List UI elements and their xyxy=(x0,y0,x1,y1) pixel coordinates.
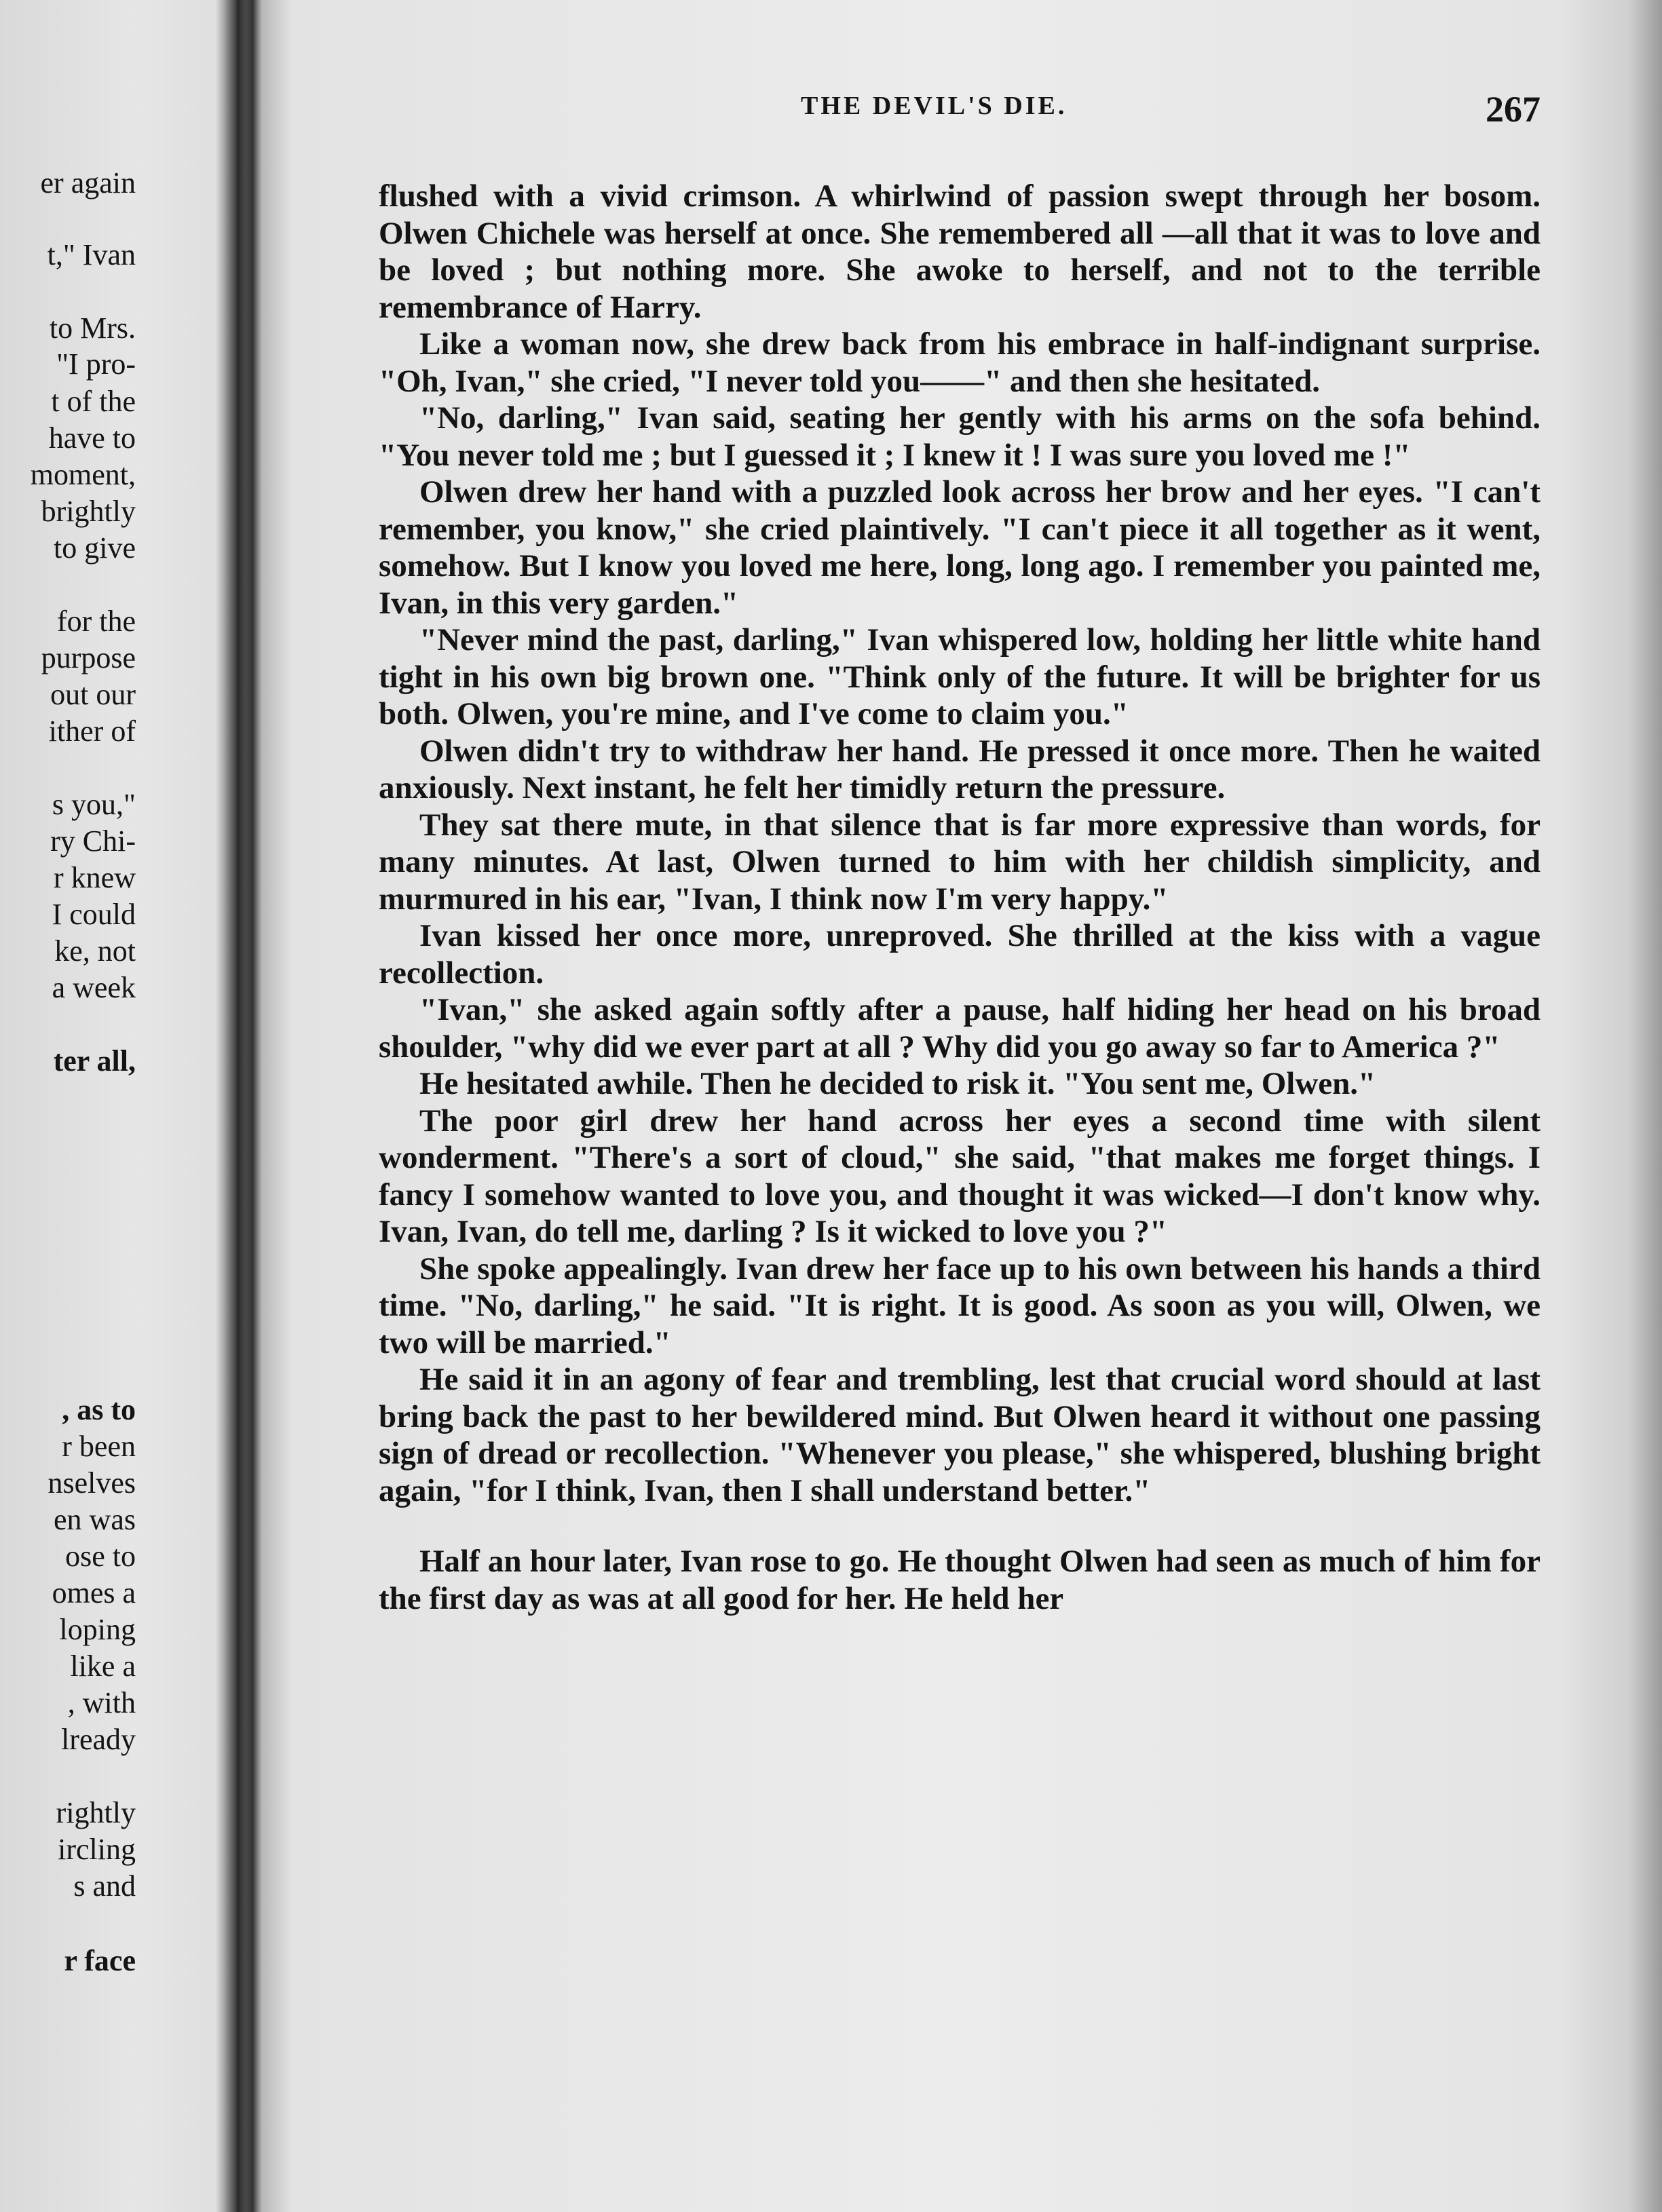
left-page-line: "I pro- xyxy=(56,347,136,381)
paragraph: "No, darling," Ivan said, seating her gently with his arms on the sofa behind. "You never told me ; but I guessed it ; I knew it ! I was sure you loved me !" xyxy=(379,400,1541,473)
left-page-line: r knew xyxy=(54,861,136,894)
left-page-line: r been xyxy=(62,1430,136,1463)
left-page-line: ose to xyxy=(65,1540,136,1573)
left-page-line: rightly xyxy=(56,1796,136,1829)
left-page-line: r face xyxy=(64,1944,136,1977)
left-page-line: ter all, xyxy=(53,1044,136,1078)
left-page-line: lready xyxy=(61,1723,136,1756)
left-page-line: t of the xyxy=(51,385,136,418)
paragraph: She spoke appealingly. Ivan drew her face up to his own between his hands a third time. "No, darling," he said. "It is right. It is good. As soon as you will, Olwen, we two will be married." xyxy=(379,1251,1541,1360)
left-page-line: en was xyxy=(54,1503,136,1536)
book-gutter xyxy=(216,0,257,2212)
left-page-line: a week xyxy=(52,971,136,1004)
paragraph: Ivan kissed her once more, unreproved. She thrilled at the kiss with a vague recollection. xyxy=(379,918,1541,991)
left-page-line: er again xyxy=(40,166,136,199)
running-title: THE DEVIL'S DIE. xyxy=(801,92,1068,120)
paragraph: "Never mind the past, darling," Ivan whispered low, holding her little white hand tight in his own big brown one. "Think only of the future. It will be brighter for us both. Olwen, you're mine, and I've come to claim you." xyxy=(379,622,1541,731)
left-page-line: I could xyxy=(52,898,136,931)
paragraph: The poor girl drew her hand across her eyes a second time with silent wonderment. "There's a sort of cloud," she said, "that makes me forget things. I fancy I somehow wanted to love you, and thought it was wicked—I don't know why. Ivan, Ivan, do tell me, darling ? Is it wicked to love you ?" xyxy=(379,1103,1541,1249)
page-number: 267 xyxy=(1486,89,1541,130)
left-page-line: out our xyxy=(50,678,136,711)
left-page-line: loping xyxy=(59,1613,136,1646)
left-page-line: , with xyxy=(67,1686,136,1719)
left-page-line: ke, not xyxy=(54,934,136,968)
left-page-line: to Mrs. xyxy=(49,311,136,345)
left-page-line: moment, xyxy=(30,458,136,491)
left-page-line: ry Chi- xyxy=(50,824,136,858)
left-facing-page xyxy=(0,0,238,2212)
left-page-line: omes a xyxy=(52,1576,136,1609)
paragraph: He said it in an agony of fear and trembling, lest that crucial word should at last bring back the past to her bewildered mind. But Olwen heard it without one passing sign of dread or recollection. "Whenever you please," she whispered, blushing bright again, "for I think, Ivan, then I shall understand better." xyxy=(379,1362,1541,1508)
left-page-line: purpose xyxy=(41,641,136,674)
paragraph: They sat there mute, in that silence that is far more expressive than words, for many minutes. At last, Olwen turned to him with her childish simplicity, and murmured in his ear, "Ivan, I think now I'm very happy." xyxy=(379,807,1541,917)
left-page-line: to give xyxy=(54,531,136,565)
left-page-line: s and xyxy=(73,1869,136,1903)
paragraph: Olwen drew her hand with a puzzled look across her brow and her eyes. "I can't remember, you know," she cried plaintively. "I can't piece it all together as it went, somehow. But I know you loved me here, long, long ago. I remember you painted me, Ivan, in this very garden." xyxy=(379,474,1541,621)
left-page-line: like a xyxy=(70,1650,136,1683)
paragraph: Like a woman now, she drew back from his embrace in half-indignant surprise. "Oh, Ivan," she cried, "I never told you——" and then she hesitated. xyxy=(379,326,1541,399)
page-header xyxy=(366,88,1541,136)
paragraph: "Ivan," she asked again softly after a pause, half hiding her head on his broad shoulder, "why did we ever part at all ? Why did you go away so far to America ?" xyxy=(379,992,1541,1065)
left-page-line: s you," xyxy=(52,788,136,821)
left-page-line: ither of xyxy=(48,714,136,748)
page-body-text xyxy=(379,178,1541,1617)
left-page-line: for the xyxy=(56,605,136,638)
left-page-line: ircling xyxy=(58,1833,136,1866)
paragraph: He hesitated awhile. Then he decided to risk it. "You sent me, Olwen." xyxy=(419,1066,1376,1101)
left-page-line: nselves xyxy=(48,1466,136,1500)
left-page-line: t," Ivan xyxy=(47,238,136,271)
left-page-line: brightly xyxy=(41,495,136,528)
paragraph: Half an hour later, Ivan rose to go. He thought Olwen had seen as much of him for the first day as was at all good for her. He held her xyxy=(379,1544,1541,1616)
paragraph: Olwen didn't try to withdraw her hand. He pressed it once more. Then he waited anxiously. Next instant, he felt her timidly return the pressure. xyxy=(379,733,1541,805)
paragraph: flushed with a vivid crimson. A whirlwind of passion swept through her bosom. Olwen Chichele was herself at once. She remembered all —all that it was to love and be loved ; but nothing more. She awoke to herself, and not to the terrible remembrance of Harry. xyxy=(379,178,1541,325)
left-page-line: have to xyxy=(48,421,136,455)
left-page-line: , as to xyxy=(62,1393,136,1426)
